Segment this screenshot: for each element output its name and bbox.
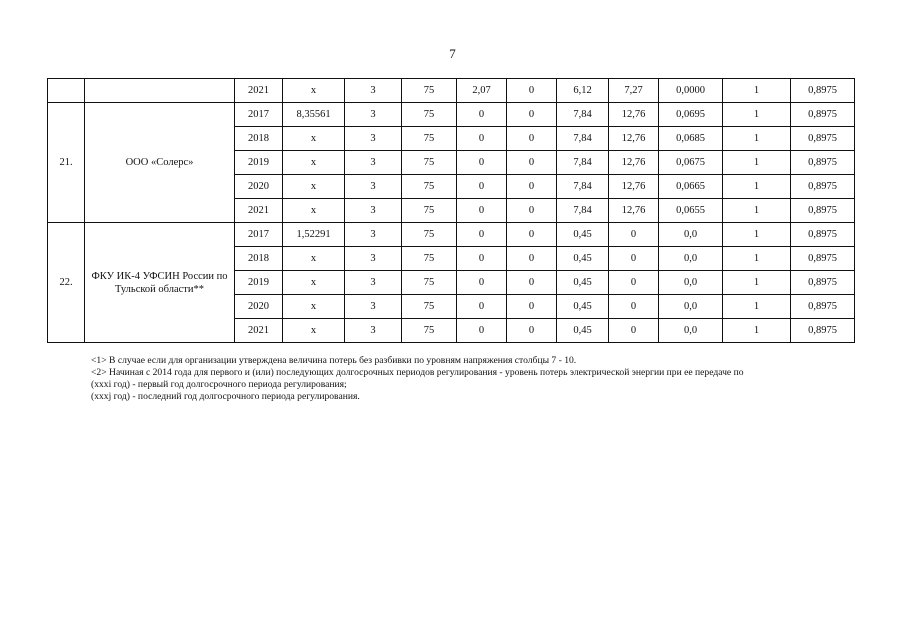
table-cell: 3: [345, 247, 402, 271]
table-cell: 1: [723, 151, 791, 175]
table-cell: 0,0: [659, 271, 723, 295]
table-cell: 1: [723, 295, 791, 319]
table-cell: 0,45: [557, 295, 609, 319]
table-cell: 0: [457, 319, 507, 343]
table-cell: 0,45: [557, 319, 609, 343]
table-cell: 7,84: [557, 199, 609, 223]
table-cell: 0,8975: [791, 295, 855, 319]
table-cell: 1: [723, 175, 791, 199]
table-cell: 3: [345, 79, 402, 103]
table-cell: 0,0000: [659, 79, 723, 103]
table-cell: 1: [723, 223, 791, 247]
table-cell: 2017: [235, 103, 283, 127]
table-cell: 0,8975: [791, 127, 855, 151]
table-cell: 0,0685: [659, 127, 723, 151]
table-cell: х: [283, 319, 345, 343]
table-cell: 3: [345, 295, 402, 319]
table-cell: 8,35561: [283, 103, 345, 127]
table-cell: 75: [402, 295, 457, 319]
table-cell: 2021: [235, 79, 283, 103]
table-cell: 0: [609, 319, 659, 343]
footnote-3: (хххi год) - первый год долгосрочного периода регулирования;: [91, 379, 347, 390]
table-cell: 0,0655: [659, 199, 723, 223]
table-cell: 0: [457, 271, 507, 295]
table-cell: 0: [457, 199, 507, 223]
table-cell: 0,8975: [791, 103, 855, 127]
table-cell: 0: [457, 223, 507, 247]
table-cell: 12,76: [609, 103, 659, 127]
table-cell: 0: [507, 295, 557, 319]
table-cell: 75: [402, 199, 457, 223]
table-cell: 75: [402, 127, 457, 151]
table-cell: 0,0: [659, 223, 723, 247]
table-body: [48, 79, 855, 343]
table-cell: х: [283, 79, 345, 103]
row-number-cell: 22.: [48, 223, 85, 343]
table-cell: 12,76: [609, 127, 659, 151]
table-cell: 0,0: [659, 295, 723, 319]
page-number: 7: [449, 46, 456, 61]
table-cell: 75: [402, 319, 457, 343]
table-cell: 3: [345, 199, 402, 223]
table-cell: 0,0695: [659, 103, 723, 127]
table-cell: х: [283, 127, 345, 151]
table-cell: 0: [609, 295, 659, 319]
table-cell: 0,8975: [791, 271, 855, 295]
table-cell: 0: [507, 247, 557, 271]
table-cell: 2020: [235, 175, 283, 199]
table-row: [48, 79, 855, 103]
table-cell: 0,8975: [791, 247, 855, 271]
table-cell: 2018: [235, 247, 283, 271]
table-cell: 1,52291: [283, 223, 345, 247]
table-cell: х: [283, 247, 345, 271]
table-cell: 0: [457, 151, 507, 175]
table-cell: 0: [507, 319, 557, 343]
table-cell: 12,76: [609, 151, 659, 175]
table-cell: 1: [723, 319, 791, 343]
table-cell: 3: [345, 271, 402, 295]
table-cell: х: [283, 271, 345, 295]
table-cell: 0,8975: [791, 151, 855, 175]
table-cell: 1: [723, 79, 791, 103]
table-cell: 7,84: [557, 175, 609, 199]
table-cell: 7,27: [609, 79, 659, 103]
org-name-cell: [85, 79, 235, 103]
table-row: [48, 223, 855, 247]
org-name-cell: ООО «Солерс»: [85, 103, 235, 223]
table-cell: 0,8975: [791, 79, 855, 103]
table-cell: 0: [457, 247, 507, 271]
table-cell: 7,84: [557, 151, 609, 175]
table-cell: 0: [507, 151, 557, 175]
table-cell: 0: [507, 175, 557, 199]
table-cell: 1: [723, 199, 791, 223]
table-cell: 0: [507, 199, 557, 223]
table-cell: 0: [507, 223, 557, 247]
table-cell: 0,0665: [659, 175, 723, 199]
table-cell: 3: [345, 127, 402, 151]
footnotes: [91, 355, 851, 403]
table-row: [48, 103, 855, 127]
loss-standards-table: [47, 78, 855, 343]
table-cell: 0: [609, 247, 659, 271]
table-cell: 2021: [235, 319, 283, 343]
table-cell: 0,45: [557, 223, 609, 247]
table-cell: 0,45: [557, 271, 609, 295]
table-cell: 0,8975: [791, 199, 855, 223]
table-cell: 0: [609, 271, 659, 295]
table-cell: 6,12: [557, 79, 609, 103]
table-cell: 0: [507, 103, 557, 127]
table-cell: 75: [402, 103, 457, 127]
table-cell: х: [283, 199, 345, 223]
table-cell: 2021: [235, 199, 283, 223]
table-cell: 0,0: [659, 247, 723, 271]
footnote-4: (хххj год) - последний год долгосрочного периода регулирования.: [91, 391, 360, 402]
table-cell: 7,84: [557, 103, 609, 127]
table-cell: 0: [609, 223, 659, 247]
table-cell: 2019: [235, 151, 283, 175]
table-cell: х: [283, 175, 345, 199]
table-cell: 75: [402, 223, 457, 247]
table-cell: 0: [507, 79, 557, 103]
table-cell: 3: [345, 103, 402, 127]
table-cell: 3: [345, 319, 402, 343]
table-cell: 0,8975: [791, 223, 855, 247]
table-cell: 0,0675: [659, 151, 723, 175]
table-cell: 75: [402, 247, 457, 271]
org-name-cell: ФКУ ИК-4 УФСИН России по Тульской области**: [85, 223, 235, 343]
table-cell: х: [283, 295, 345, 319]
table-cell: 2020: [235, 295, 283, 319]
table-cell: 0,0: [659, 319, 723, 343]
table-cell: 75: [402, 175, 457, 199]
row-number-cell: 21.: [48, 103, 85, 223]
table-cell: 7,84: [557, 127, 609, 151]
table-cell: 12,76: [609, 175, 659, 199]
table-cell: 2,07: [457, 79, 507, 103]
table-cell: 3: [345, 175, 402, 199]
table-cell: 0: [457, 175, 507, 199]
table-cell: 1: [723, 247, 791, 271]
table-cell: 0: [457, 295, 507, 319]
table-cell: 3: [345, 151, 402, 175]
table-cell: 75: [402, 271, 457, 295]
table-cell: 3: [345, 223, 402, 247]
table-cell: 1: [723, 103, 791, 127]
table-cell: 0,8975: [791, 319, 855, 343]
row-number-cell: [48, 79, 85, 103]
table-cell: 2018: [235, 127, 283, 151]
table-cell: 0: [507, 271, 557, 295]
table-cell: 75: [402, 79, 457, 103]
table-cell: 1: [723, 271, 791, 295]
footnote-1: <1> В случае если для организации утверждена величина потерь без разбивки по уровням напряжения столбцы 7 - 10.: [91, 355, 577, 366]
table-cell: х: [283, 151, 345, 175]
table-cell: 0: [457, 103, 507, 127]
table-cell: 0,8975: [791, 175, 855, 199]
table-cell: 1: [723, 127, 791, 151]
footnote-2: <2> Начиная с 2014 года для первого и (или) последующих долгосрочных периодов регулирования - уровень потерь электрической энергии при ее передаче по: [91, 367, 744, 378]
table-cell: 75: [402, 151, 457, 175]
table-cell: 2019: [235, 271, 283, 295]
table-cell: 2017: [235, 223, 283, 247]
table-cell: 0: [507, 127, 557, 151]
table-cell: 0,45: [557, 247, 609, 271]
table-cell: 0: [457, 127, 507, 151]
table-cell: 12,76: [609, 199, 659, 223]
